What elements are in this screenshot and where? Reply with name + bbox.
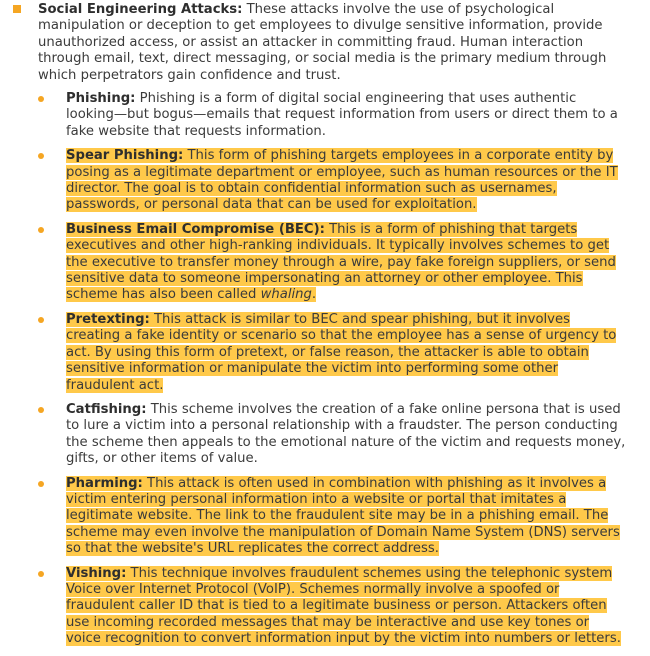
- round-bullet-icon: [38, 481, 44, 487]
- item-text: This attack is often used in combination with phishing as it involves a victim entering personal information into a website or portal that imitates a legitimate website. The link to the fraudulent site may be in a phishing email. The scheme may even involve the manipulation of Domain Name System (DNS) servers so that the website's URL replicates the correct address.: [66, 475, 620, 557]
- item-term: Pharming:: [66, 475, 143, 491]
- item-emphasis: whaling: [260, 287, 312, 303]
- item-text: This form of phishing targets employees in a corporate entity by posing as a legitimate department or employee, such as human resources or the IT director. The goal is to obtain confidential information such as usernames, passwords, or personal data that can be used for exploitation.: [66, 148, 618, 213]
- list-item: [0, 222, 650, 304]
- round-bullet-icon: [38, 571, 44, 577]
- item-text: This is a form of phishing that targets executives and other high-ranking individuals. It typically involves schemes to get the executive to transfer money through a wire, pay fake foreign suppliers, or send sensitive data to someone impersonating an attorney or other employee. This scheme has also been called: [66, 221, 616, 303]
- item-text: This scheme involves the creation of a fake online persona that is used to lure a victim into a personal relationship with a fraudster. The person conducting the scheme then appeals to the emotional nature of the victim and requests money, gifts, or other items of value.: [66, 401, 626, 467]
- list-item: [0, 566, 650, 648]
- list-item: [0, 91, 650, 140]
- item-term: Vishing:: [66, 565, 127, 581]
- list-item: [0, 312, 650, 394]
- round-bullet-icon: [38, 96, 44, 102]
- item-text: This attack is similar to BEC and spear phishing, but it involves creating a fake identity or scenario so that the employee has a sense of urgency to act. By using this form of pretext, or false reason, the attacker is able to obtain sensitive information or manipulate the victim into performing some other fraudulent act.: [66, 311, 617, 393]
- round-bullet-icon: [38, 317, 44, 323]
- list-item: [0, 148, 650, 214]
- item-term: Business Email Compromise (BEC):: [66, 221, 325, 237]
- item-tail: .: [311, 287, 317, 303]
- list-item: [0, 402, 650, 468]
- item-term: Phishing:: [66, 91, 136, 106]
- item-term: Spear Phishing:: [66, 148, 184, 164]
- item-text: Phishing is a form of digital social engineering that uses authentic looking—but bogus—emails that request information from users or direct them to a fake website that requests information.: [66, 91, 618, 139]
- item-term: Pretexting:: [66, 311, 150, 327]
- intro-text: These attacks involve the use of psychological manipulation or deception to get employees to divulge sensitive information, provide unauthorized access, or assist an attacker in committing fraud. Human interaction through email, text, direct messaging, or social media is the primary medium through which perpetrators gain confidence and trust.: [38, 2, 607, 83]
- intro-term: Social Engineering Attacks:: [38, 2, 243, 17]
- round-bullet-icon: [38, 227, 44, 233]
- list-item: [0, 476, 650, 558]
- attack-list: [0, 91, 650, 656]
- item-text: This technique involves fraudulent schemes using the telephonic system Voice over Internet Protocol (VoIP). Schemes normally involve a spoofed or fraudulent caller ID that is tied to a legitimate business or person. Attackers often use incoming recorded messages that may be interactive and use key tones or voice recognition to convert information input by the victim into numbers or letters.: [66, 565, 621, 647]
- round-bullet-icon: [38, 407, 44, 413]
- item-term: Catfishing:: [66, 401, 147, 417]
- intro-paragraph: [38, 2, 628, 84]
- round-bullet-icon: [38, 153, 44, 159]
- square-bullet-icon: [13, 5, 21, 13]
